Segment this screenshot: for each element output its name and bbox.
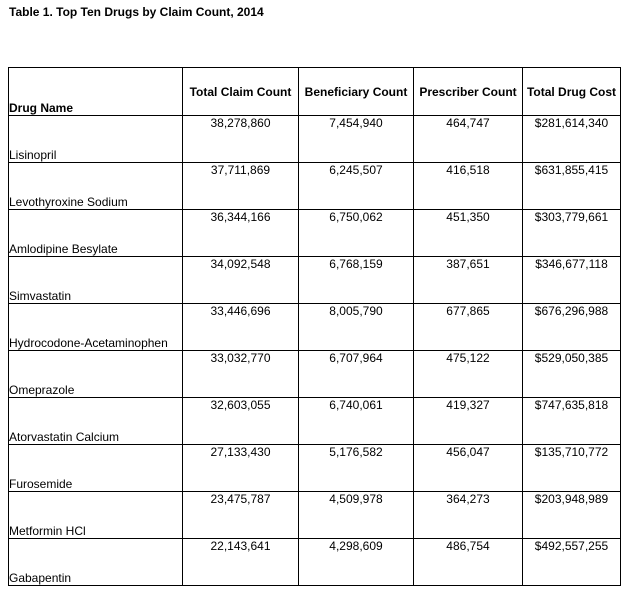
cell-prescriber-count: 464,747: [414, 116, 523, 163]
cell-total-claim-count: 33,032,770: [183, 351, 299, 398]
cell-prescriber-count: 677,865: [414, 304, 523, 351]
cell-total-drug-cost: $529,050,385: [523, 351, 621, 398]
cell-prescriber-count: 486,754: [414, 539, 523, 586]
cell-total-drug-cost: $747,635,818: [523, 398, 621, 445]
cell-prescriber-count: 451,350: [414, 210, 523, 257]
cell-total-drug-cost: $346,677,118: [523, 257, 621, 304]
cell-beneficiary-count: 5,176,582: [299, 445, 414, 492]
top-drugs-table: [8, 67, 621, 586]
cell-total-claim-count: 34,092,548: [183, 257, 299, 304]
cell-drug-name: Lisinopril: [9, 116, 183, 163]
table-row: [9, 210, 621, 257]
cell-total-claim-count: 22,143,641: [183, 539, 299, 586]
cell-total-drug-cost: $281,614,340: [523, 116, 621, 163]
table-row: [9, 163, 621, 210]
cell-total-claim-count: 32,603,055: [183, 398, 299, 445]
cell-beneficiary-count: 6,768,159: [299, 257, 414, 304]
cell-drug-name: Metformin HCl: [9, 492, 183, 539]
header-row: [9, 68, 621, 116]
cell-prescriber-count: 475,122: [414, 351, 523, 398]
cell-beneficiary-count: 8,005,790: [299, 304, 414, 351]
cell-prescriber-count: 416,518: [414, 163, 523, 210]
cell-beneficiary-count: 6,245,507: [299, 163, 414, 210]
cell-total-drug-cost: $492,557,255: [523, 539, 621, 586]
header-prescriber-count: Prescriber Count: [414, 68, 523, 116]
cell-drug-name: Amlodipine Besylate: [9, 210, 183, 257]
table-row: [9, 116, 621, 163]
cell-total-drug-cost: $303,779,661: [523, 210, 621, 257]
cell-prescriber-count: 364,273: [414, 492, 523, 539]
cell-drug-name: Furosemide: [9, 445, 183, 492]
table-row: [9, 351, 621, 398]
cell-beneficiary-count: 6,740,061: [299, 398, 414, 445]
header-total-claim-count: Total Claim Count: [183, 68, 299, 116]
cell-beneficiary-count: 6,750,062: [299, 210, 414, 257]
table-body: [9, 116, 621, 586]
cell-total-drug-cost: $631,855,415: [523, 163, 621, 210]
cell-beneficiary-count: 4,509,978: [299, 492, 414, 539]
cell-total-drug-cost: $203,948,989: [523, 492, 621, 539]
cell-prescriber-count: 456,047: [414, 445, 523, 492]
table-row: [9, 539, 621, 586]
cell-total-claim-count: 37,711,869: [183, 163, 299, 210]
header-drug-name: Drug Name: [9, 68, 183, 116]
cell-drug-name: Levothyroxine Sodium: [9, 163, 183, 210]
cell-drug-name: Omeprazole: [9, 351, 183, 398]
header-beneficiary-count: Beneficiary Count: [299, 68, 414, 116]
cell-total-claim-count: 36,344,166: [183, 210, 299, 257]
cell-drug-name: Atorvastatin Calcium: [9, 398, 183, 445]
cell-total-claim-count: 23,475,787: [183, 492, 299, 539]
header-total-drug-cost: Total Drug Cost: [523, 68, 621, 116]
cell-drug-name: Hydrocodone-Acetaminophen: [9, 304, 183, 351]
table-row: [9, 398, 621, 445]
cell-total-claim-count: 33,446,696: [183, 304, 299, 351]
table-row: [9, 492, 621, 539]
cell-total-drug-cost: $135,710,772: [523, 445, 621, 492]
cell-total-claim-count: 38,278,860: [183, 116, 299, 163]
table-row: [9, 257, 621, 304]
cell-beneficiary-count: 6,707,964: [299, 351, 414, 398]
cell-prescriber-count: 419,327: [414, 398, 523, 445]
cell-beneficiary-count: 4,298,609: [299, 539, 414, 586]
cell-total-drug-cost: $676,296,988: [523, 304, 621, 351]
cell-prescriber-count: 387,651: [414, 257, 523, 304]
cell-drug-name: Gabapentin: [9, 539, 183, 586]
cell-total-claim-count: 27,133,430: [183, 445, 299, 492]
table-header: [9, 68, 621, 116]
cell-beneficiary-count: 7,454,940: [299, 116, 414, 163]
table-row: [9, 445, 621, 492]
table-row: [9, 304, 621, 351]
table-caption: Table 1. Top Ten Drugs by Claim Count, 2014: [9, 5, 264, 19]
cell-drug-name: Simvastatin: [9, 257, 183, 304]
